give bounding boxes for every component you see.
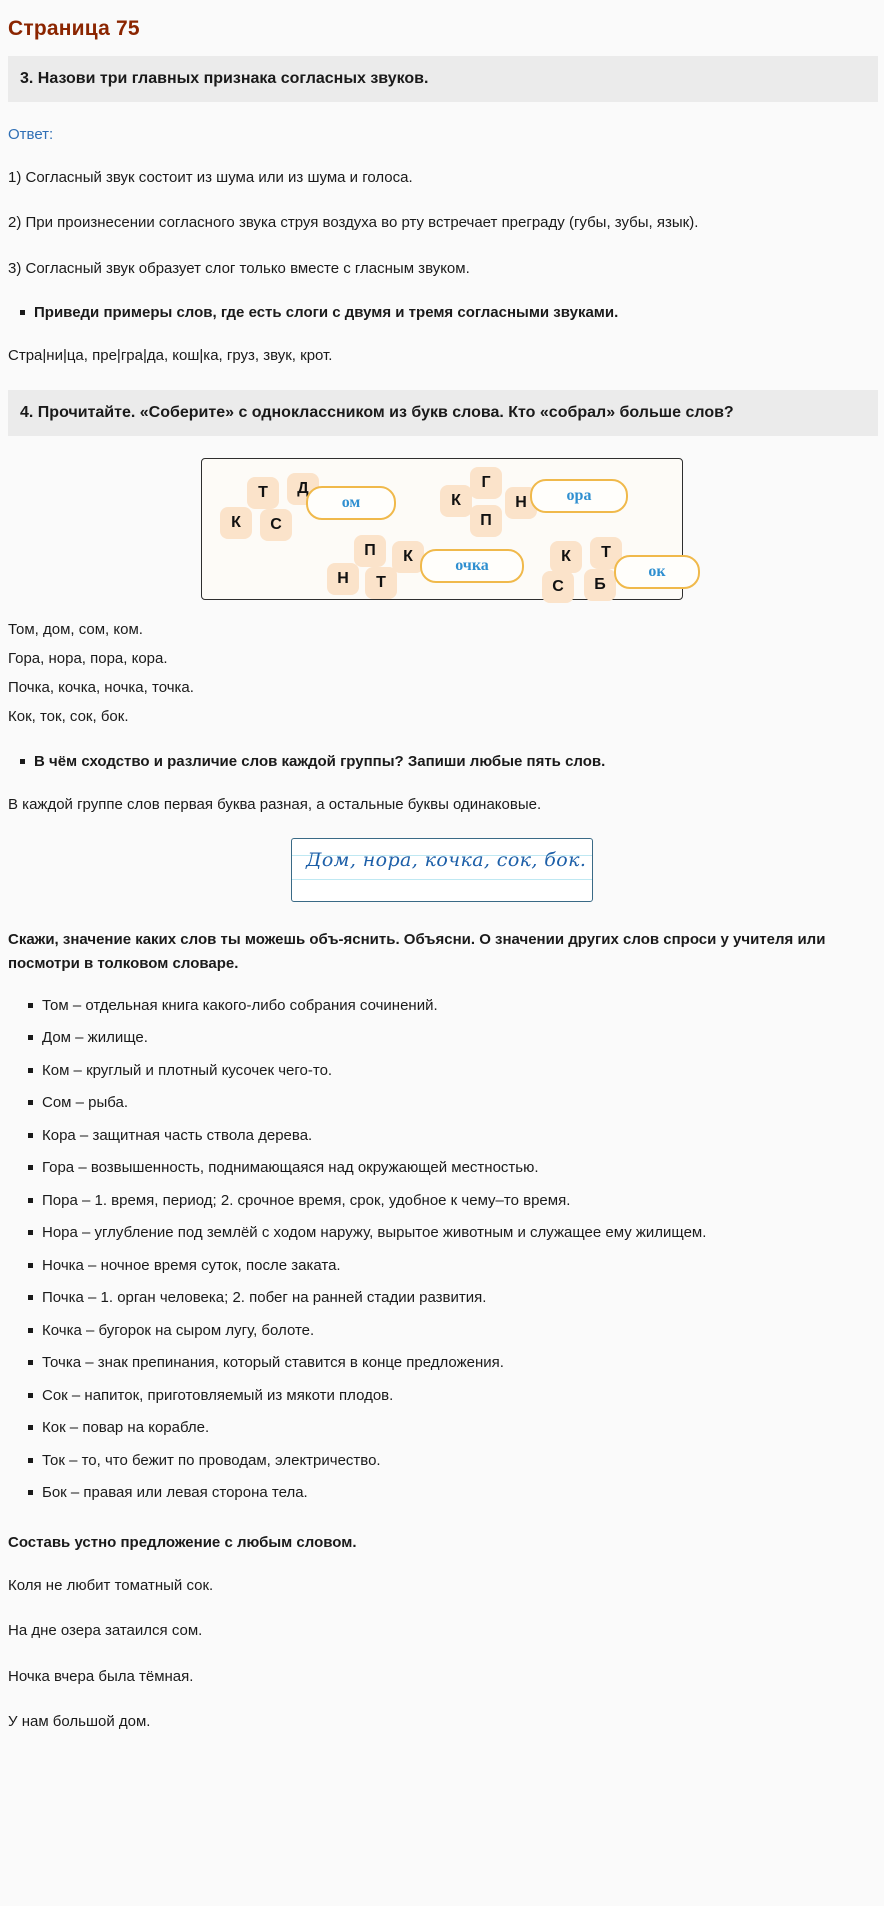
letter-tile: Н xyxy=(505,487,537,519)
task-4-word-group-3: Почка, кочка, ночка, точка. xyxy=(8,679,194,697)
answer-label: Ответ: xyxy=(8,126,54,144)
meaning-item: Нора – углубление под землёй с ходом наружу, вырытое животным и служащее ему жилищем. xyxy=(42,1222,884,1245)
meaning-item: Кора – защитная часть ствола дерева. xyxy=(42,1125,884,1148)
letter-tile: С xyxy=(542,571,574,603)
meaning-item: Сом – рыба. xyxy=(42,1092,884,1115)
word-ending-pill: очка xyxy=(420,549,524,583)
task-3-point-3: 3) Согласный звук образует слог только вместе с гласным звуком. xyxy=(8,259,470,277)
letter-tile: К xyxy=(550,541,582,573)
task-3-point-2: 2) При произнесении согласного звука струя воздуха во рту встречает преграду (губы, зубы, язык). xyxy=(8,214,699,232)
letter-tile: Т xyxy=(365,567,397,599)
letter-tile: П xyxy=(354,535,386,567)
meaning-item: Пора – 1. время, период; 2. срочное время, срок, удобное к чему–то время. xyxy=(42,1190,884,1213)
handwriting-rule-bottom xyxy=(292,879,592,880)
meaning-item: Сок – напиток, приготовляемый из мякоти плодов. xyxy=(42,1385,884,1408)
meaning-item: Гора – возвышенность, поднимающаяся над окружающей местностью. xyxy=(42,1157,884,1180)
task-4-subtask: В чём сходство и различие слов каждой группы? Запиши любые пять слов. xyxy=(34,751,884,774)
handwriting-text: Дом, нора, кочка, сок, бок. xyxy=(306,849,587,872)
task-4-word-group-1: Том, дом, сом, ком. xyxy=(8,620,143,638)
letter-tile: Г xyxy=(470,467,502,499)
word-ending-pill: ора xyxy=(530,479,628,513)
word-ending-pill: ок xyxy=(614,555,700,589)
task-3-subtask: Приведи примеры слов, где есть слоги с двумя и тремя согласными звуками. xyxy=(34,302,884,325)
sentence-1: Коля не любит томатный сок. xyxy=(8,1577,214,1595)
letter-tile: Т xyxy=(590,537,622,569)
letter-tile: Т xyxy=(247,477,279,509)
meaning-item: Точка – знак препинания, который ставится в конце предложения. xyxy=(42,1352,884,1375)
task-4-subtask-list xyxy=(0,751,884,774)
task-3-subtask-answer: Стра|ни|ца, пре|гра|да, кош|ка, груз, звук, крот. xyxy=(8,347,333,365)
meaning-item: Ком – круглый и плотный кусочек чего-то. xyxy=(42,1060,884,1083)
letter-tile: С xyxy=(260,509,292,541)
meaning-item: Почка – 1. орган человека; 2. побег на ранней стадии развития. xyxy=(42,1287,884,1310)
word-ending-pill: ом xyxy=(306,486,396,520)
task-4-subtask-answer: В каждой группе слов первая буква разная, а остальные буквы одинаковые. xyxy=(8,796,542,814)
letter-tile: Н xyxy=(327,563,359,595)
letter-tile: Д xyxy=(287,473,319,505)
letter-tile: К xyxy=(392,541,424,573)
page-title: Страница 75 xyxy=(8,17,140,40)
meaning-item: Бок – правая или левая сторона тела. xyxy=(42,1482,884,1505)
page-container xyxy=(0,14,884,1779)
meanings-list xyxy=(0,995,884,1505)
meaning-item: Кок – повар на корабле. xyxy=(42,1417,884,1440)
task-4-word-group-4: Кок, ток, сок, бок. xyxy=(8,708,129,726)
task-3-point-1: 1) Согласный звук состоит из шума или из шума и голоса. xyxy=(8,169,413,187)
sentence-3: Ночка вчера была тёмная. xyxy=(8,1667,194,1685)
letters-figure xyxy=(201,458,683,600)
task-4-word-group-2: Гора, нора, пора, кора. xyxy=(8,649,168,667)
handwriting-box xyxy=(291,838,593,902)
letter-tile: Б xyxy=(584,569,616,601)
meaning-item: Том – отдельная книга какого-либо собрания сочинений. xyxy=(42,995,884,1018)
task-3-subtask-list xyxy=(0,302,884,325)
letter-tile: П xyxy=(470,505,502,537)
meaning-item: Ток – то, что бежит по проводам, электричество. xyxy=(42,1450,884,1473)
sentences-header: Составь устно предложение с любым словом. xyxy=(8,1533,357,1551)
sentence-2: На дне озера затаился сом. xyxy=(8,1622,203,1640)
sentence-4: У нам большой дом. xyxy=(8,1712,151,1730)
meaning-item: Дом – жилище. xyxy=(42,1027,884,1050)
meaning-item: Кочка – бугорок на сыром лугу, болоте. xyxy=(42,1320,884,1343)
meanings-header: Скажи, значение каких слов ты можешь объ-яснить. Объясни. О значении других слов спроси у учителя или посмотри в толковом словаре. xyxy=(8,931,826,972)
task-4-header: 4. Прочитайте. «Соберите» с одноклассником из букв слова. Кто «собрал» больше слов? xyxy=(8,390,878,436)
letter-tile: К xyxy=(220,507,252,539)
letter-tile: К xyxy=(440,485,472,517)
meaning-item: Ночка – ночное время суток, после заката. xyxy=(42,1255,884,1278)
task-3-header: 3. Назови три главных признака согласных звуков. xyxy=(8,56,878,102)
